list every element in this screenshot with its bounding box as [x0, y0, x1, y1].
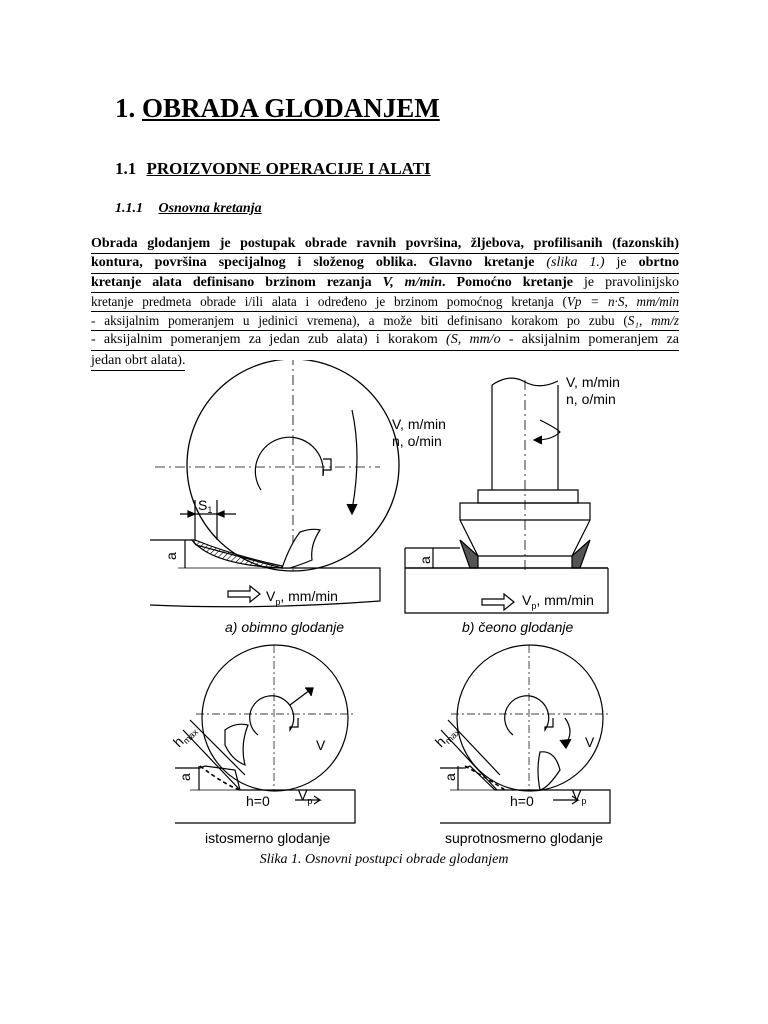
cutter-d: [457, 645, 603, 791]
label-c-hmax: $h_{max}$: [169, 726, 201, 751]
paragraph-line: Obrada glodanjem je postupak obrade ravnih površina, žljebova, profilisanih (fazonskih): [91, 235, 679, 254]
label-c-V: V: [316, 737, 326, 753]
milling-figure: [150, 360, 630, 850]
caption-a: a) obimno glodanje: [225, 619, 345, 635]
heading-2: [115, 159, 431, 179]
heading-1-title: OBRADA GLODANJEM: [142, 93, 440, 123]
diagram-peripheral-milling: [150, 360, 399, 607]
rotation-arrow: [352, 410, 357, 510]
caption-b: b) čeono glodanje: [462, 619, 574, 635]
heading-1-number: 1.: [115, 93, 136, 123]
paragraph-line: jedan obrt alata).: [91, 352, 185, 371]
paragraph-line: kretanje alata definisano brzinom rezanja V, m/min. Pomoćno kretanje je pravolinijsko: [91, 274, 679, 293]
body-paragraph: [91, 235, 679, 371]
label-c-Vp: $V_p$: [298, 787, 313, 806]
heading-3-number: 1.1.1: [115, 201, 143, 216]
paragraph-line: kontura, površina specijalnog i složenog oblika. Glavno kretanje (slika 1.) je obrtno: [91, 254, 679, 273]
label-a-Vp: $V_p$, mm/min: [266, 588, 338, 607]
paragraph-line: - aksijalnim pomeranjem u jedinici vremena), a može biti definisano korakom po zubu (S₁, mm/z: [91, 312, 679, 331]
label-d-V: V: [585, 734, 595, 750]
paragraph-line: kretanje predmeta obrade i/ili alata i određeno je brzinom pomoćnog kretanja (Vp = n·S, mm/min: [91, 293, 679, 312]
label-d-Vp: $V_p$: [572, 787, 587, 806]
label-a-V: V, m/min: [392, 416, 446, 432]
heading-2-number: 1.1: [115, 159, 137, 178]
label-a-n: n, o/min: [392, 433, 442, 449]
label-b-a: a: [417, 556, 433, 564]
diagram-face-milling: [405, 378, 608, 613]
label-c-a: a: [177, 773, 193, 781]
caption-c: istosmerno glodanje: [205, 830, 331, 846]
label-a-a: a: [163, 552, 179, 560]
label-b-Vp: $V_p$, mm/min: [522, 592, 594, 611]
cutter-tooth: [282, 529, 320, 568]
label-b-n: n, o/min: [566, 391, 616, 407]
paragraph-line: - aksijalnim pomeranjem za jedan zub alata) i korakom (S, mm/o - aksijalnim pomeranjem za: [91, 331, 679, 350]
label-d-h0: h=0: [510, 793, 534, 809]
heading-3-title: Osnovna kretanja: [158, 201, 262, 216]
label-b-V: V, m/min: [566, 374, 620, 390]
caption-d: suprotnosmerno glodanje: [445, 830, 603, 846]
label-c-h0: h=0: [246, 793, 270, 809]
heading-3: [115, 201, 262, 217]
label-d-hmax: $h_{max}$: [431, 726, 463, 751]
label-a-S1: $S_1$: [198, 497, 213, 515]
heading-2-title: PROIZVODNE OPERACIJE I ALATI: [146, 159, 431, 178]
label-d-a: a: [442, 773, 458, 781]
figure-caption: Slika 1. Osnovni postupci obrade glodanjem: [259, 852, 509, 867]
heading-1: [115, 93, 440, 124]
